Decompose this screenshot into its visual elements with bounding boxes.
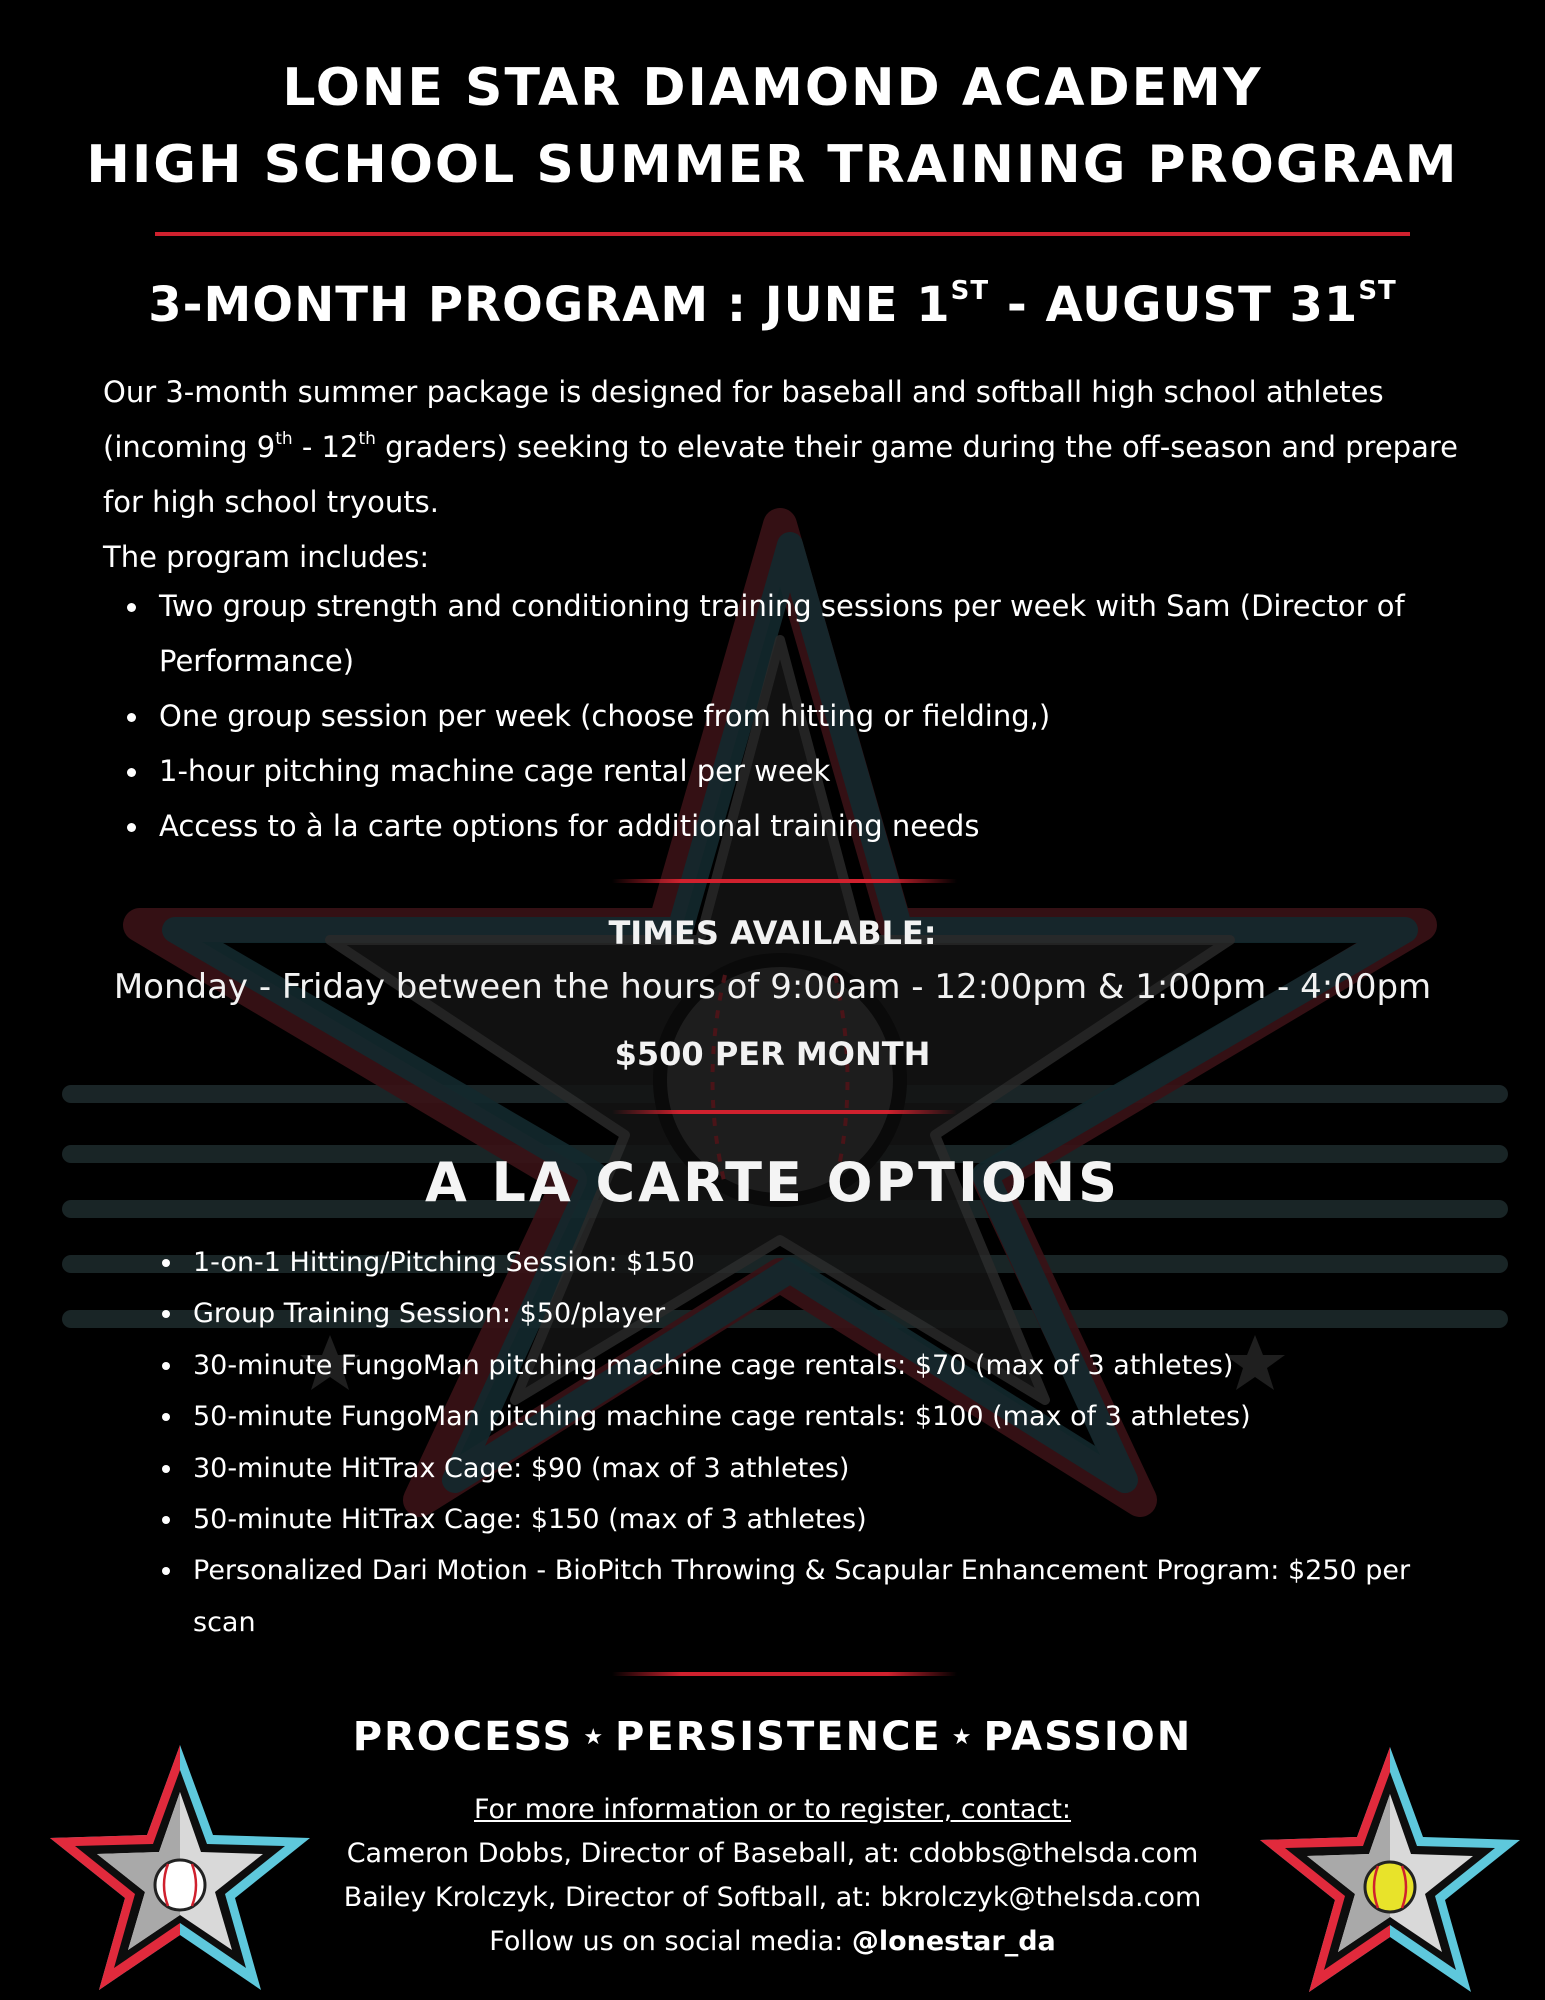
intro-paragraph: [103, 365, 1483, 530]
list-item: [103, 579, 1473, 689]
divider-top: [155, 232, 1410, 236]
list-item-text: Two group strength and conditioning training sessions per week with Sam (Director of Performance): [159, 589, 1405, 678]
list-item: [160, 1494, 1460, 1545]
list-item-text: Group Training Session: $50/player: [193, 1298, 666, 1330]
star-separator-icon: ★: [951, 1725, 974, 1750]
list-item-text: 30-minute HitTrax Cage: $90 (max of 3 athletes): [193, 1452, 850, 1484]
bullet-icon: [127, 823, 136, 832]
bullet-icon: [162, 1259, 170, 1267]
list-item: [160, 1391, 1460, 1442]
intro-sup: th: [275, 429, 293, 449]
bullet-icon: [162, 1362, 170, 1370]
bullet-icon: [162, 1413, 170, 1421]
times-value: Monday - Friday between the hours of 9:00am - 12:00pm & 1:00pm - 4:00pm: [113, 967, 1432, 1007]
list-item: [103, 744, 1473, 799]
intro-text: Our 3-month summer package is designed for baseball and softball high school athletes (incoming 9: [103, 375, 1384, 464]
list-item-text: 1-on-1 Hitting/Pitching Session: $150: [193, 1247, 695, 1278]
list-item: [160, 1288, 1460, 1339]
motto-word: PROCESS: [352, 1714, 574, 1760]
program-heading-text: 3-MONTH PROGRAM : JUNE 1: [148, 277, 951, 333]
page-title: LONE STAR DIAMOND ACADEMY: [282, 58, 1263, 118]
intro-text: - 12: [292, 430, 359, 464]
bullet-icon: [127, 713, 136, 722]
includes-list: [103, 579, 1473, 854]
list-item: [160, 1237, 1460, 1288]
divider: [612, 1110, 957, 1114]
list-item-text: Access to à la carte options for additional training needs: [159, 809, 980, 843]
program-heading-sup: ST: [950, 276, 990, 306]
list-item: [103, 689, 1473, 744]
divider: [612, 879, 957, 883]
bullet-icon: [127, 768, 136, 777]
alacarte-heading: A LA CARTE OPTIONS: [424, 1151, 1121, 1214]
bullet-icon: [162, 1516, 170, 1524]
list-item-text: 30-minute FungoMan pitching machine cage rentals: $70 (max of 3 athletes): [193, 1349, 1234, 1381]
times-label: TIMES AVAILABLE:: [608, 914, 937, 952]
alacarte-list: [160, 1237, 1460, 1648]
list-item: [160, 1340, 1460, 1391]
bullet-icon: [162, 1310, 170, 1318]
program-intro: [103, 365, 1483, 585]
contact-softball: Bailey Krolczyk, Director of Softball, at: bkrolczyk@thelsda.com: [343, 1882, 1202, 1913]
motto-word: PASSION: [983, 1714, 1193, 1760]
includes-label: The program includes:: [103, 540, 430, 574]
program-heading: [0, 270, 1545, 340]
bullet-icon: [162, 1465, 170, 1473]
social-handle: @lonestar_da: [851, 1926, 1056, 1957]
list-item-text: Personalized Dari Motion - BioPitch Throwing & Scapular Enhancement Program: $250 per scan: [193, 1555, 1411, 1638]
contact-baseball: Cameron Dobbs, Director of Baseball, at: cdobbs@thelsda.com: [346, 1838, 1199, 1869]
list-item-text: 50-minute HitTrax Cage: $150 (max of 3 athletes): [193, 1504, 867, 1536]
intro-text: graders) seeking to elevate their game during the off-season and prepare for high school tryouts.: [103, 430, 1458, 519]
baseball-star-icon: [45, 1740, 315, 1995]
program-heading-sup: ST: [1358, 276, 1397, 306]
bullet-icon: [162, 1567, 170, 1575]
list-item: [160, 1545, 1460, 1648]
star-separator-icon: ★: [583, 1725, 606, 1750]
list-item: [160, 1443, 1460, 1494]
social-prefix: Follow us on social media:: [489, 1926, 852, 1957]
list-item-text: One group session per week (choose from hitting or fielding,): [159, 699, 1051, 733]
list-item-text: 50-minute FungoMan pitching machine cage rentals: $100 (max of 3 athletes): [193, 1401, 1251, 1433]
monthly-price: $500 PER MONTH: [614, 1035, 931, 1073]
intro-sup: th: [358, 429, 376, 449]
list-item-text: 1-hour pitching machine cage rental per week: [159, 754, 831, 788]
softball-star-icon: [1255, 1742, 1525, 1997]
list-item: [103, 799, 1473, 854]
bullet-icon: [127, 603, 136, 612]
page-subtitle: HIGH SCHOOL SUMMER TRAINING PROGRAM: [86, 135, 1459, 195]
divider: [612, 1672, 957, 1676]
program-heading-text: - AUGUST 31: [989, 277, 1359, 333]
motto-word: PERSISTENCE: [615, 1714, 942, 1760]
contact-heading: For more information or to register, contact:: [473, 1794, 1072, 1825]
